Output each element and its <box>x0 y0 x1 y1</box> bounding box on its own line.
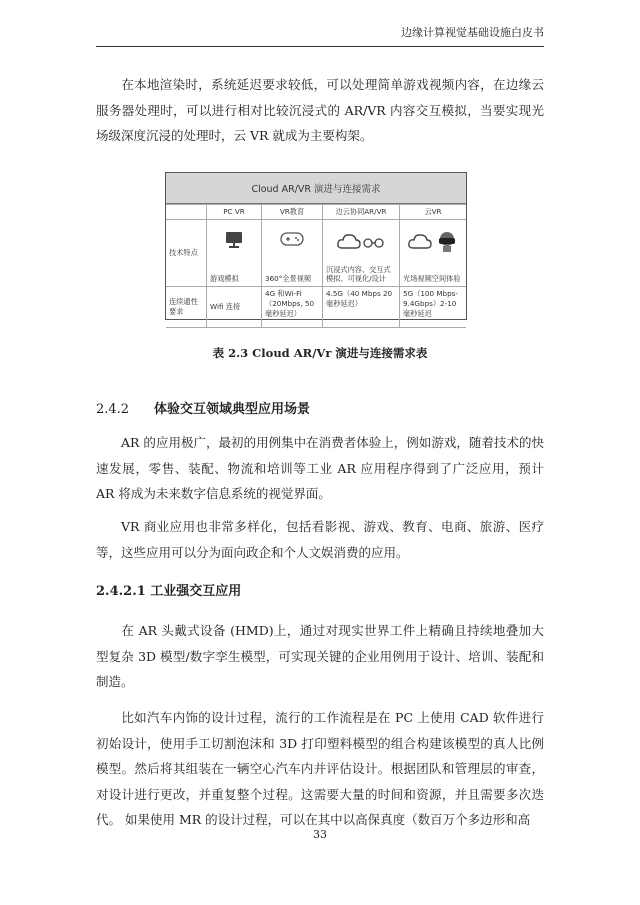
table-corner-cell <box>166 205 207 220</box>
row-label-features: 技术特点 <box>166 220 207 287</box>
table-caption: 表 2.3 Cloud AR/Vr 演进与连接需求表 <box>212 346 428 360</box>
section-heading <box>96 398 310 417</box>
feature-caption: 游戏模拟 <box>210 274 239 283</box>
table-row-features <box>166 220 466 287</box>
paragraph-car-design-text: 比如汽车内饰的设计过程，流行的工作流程是在 PC 上使用 CAD 软件进行初始设计，使用手工切割泡沫和 3D 打印塑料模型的组合构建该模型的真人比例模型。然后将其组装在一辆空心汽车内并评估设计。根据团队和管理层的审查，对设计进行更改，并重复整个过程。这需要大量的时间和资源，并且需要多次迭代。 如果使用 MR 的设计过程，可以在其中以高保真度（数百万个多边形和高 <box>96 710 544 827</box>
table-title: Cloud AR/VR 演进与连接需求 <box>166 173 466 204</box>
cell-pc-vr-feature <box>207 220 262 287</box>
cell-pc-vr-connectivity: Wifi 连接 <box>207 287 262 328</box>
section-title: 体验交互领域典型应用场景 <box>154 402 311 417</box>
column-header-edge-cloud: 边云协同AR/VR <box>323 205 400 220</box>
header-title: 边缘计算视觉基础设施白皮书 <box>401 26 544 39</box>
paragraph-vr-applications <box>96 514 544 565</box>
comparison-table <box>166 204 466 328</box>
feature-caption: 光场视频空间体验 <box>403 274 461 283</box>
paragraph-ar-applications <box>96 430 544 507</box>
paragraph-car-design <box>96 705 544 833</box>
section-number: 2.4.2 <box>96 402 130 417</box>
pc-monitor-icon <box>223 230 245 250</box>
column-header-vr-education: VR教育 <box>262 205 323 220</box>
paragraph-vr-applications-text: VR 商业应用也非常多样化，包括看影视、游戏、教育、电商、旅游、医疗等，这些应用可以分为面向政企和个人文娱消费的应用。 <box>96 519 544 560</box>
cloud-glasses-icon <box>336 230 386 252</box>
table-row-connectivity <box>166 287 466 328</box>
paragraph-hmd-text: 在 AR 头戴式设备 (HMD)上，通过对现实世界工件上精确且持续地叠加大型复杂 3D 模型/数字孪生模型，可实现关键的企业用例用于设计、培训、装配和制造。 <box>96 623 544 689</box>
page-header <box>96 22 544 47</box>
cell-vr-education-connectivity: 4G 和Wi-Fi（20Mbps, 50 毫秒延迟） <box>262 287 323 328</box>
cloud-arvr-table <box>165 172 467 320</box>
gamepad-icon <box>279 230 305 248</box>
feature-caption: 沉浸式内容、交互式模拟、可视化/设计 <box>326 265 391 283</box>
column-header-pc-vr: PC VR <box>207 205 262 220</box>
feature-caption: 360°全景视频 <box>265 274 312 283</box>
cell-vr-education-feature <box>262 220 323 287</box>
column-header-cloud-vr: 云VR <box>400 205 467 220</box>
row-label-connectivity: 连续通性要求 <box>166 287 207 328</box>
cell-cloud-vr-connectivity: 5G（100 Mbps-9.4Gbps）2-10 毫秒延迟 <box>400 287 467 328</box>
paragraph-hmd <box>96 618 544 695</box>
cloud-headset-icon <box>407 230 459 254</box>
table-column-headers <box>166 205 466 220</box>
cell-edge-cloud-connectivity: 4.5G（40 Mbps 20 毫秒延迟） <box>323 287 400 328</box>
paragraph-rendering-text: 在本地渲染时，系统延迟要求较低，可以处理简单游戏视频内容，在边缘云服务器处理时，可以进行相对比较沉浸式的 AR/VR 内容交互模拟，当要实现光场级深度沉浸的处理时，云 VR 就成为主要构架。 <box>96 77 544 143</box>
subsection-heading: 2.4.2.1 工业强交互应用 <box>96 584 242 599</box>
cell-edge-cloud-feature <box>323 220 400 287</box>
paragraph-rendering <box>96 72 544 149</box>
page-number: 33 <box>313 828 327 841</box>
paragraph-ar-applications-text: AR 的应用极广，最初的用例集中在消费者体验上，例如游戏，随着技术的快速发展，零售、装配、物流和培训等工业 AR 应用程序得到了广泛应用，预计 AR 将成为未来数字信息系统的视觉界面。 <box>96 435 544 501</box>
cell-cloud-vr-feature <box>400 220 467 287</box>
